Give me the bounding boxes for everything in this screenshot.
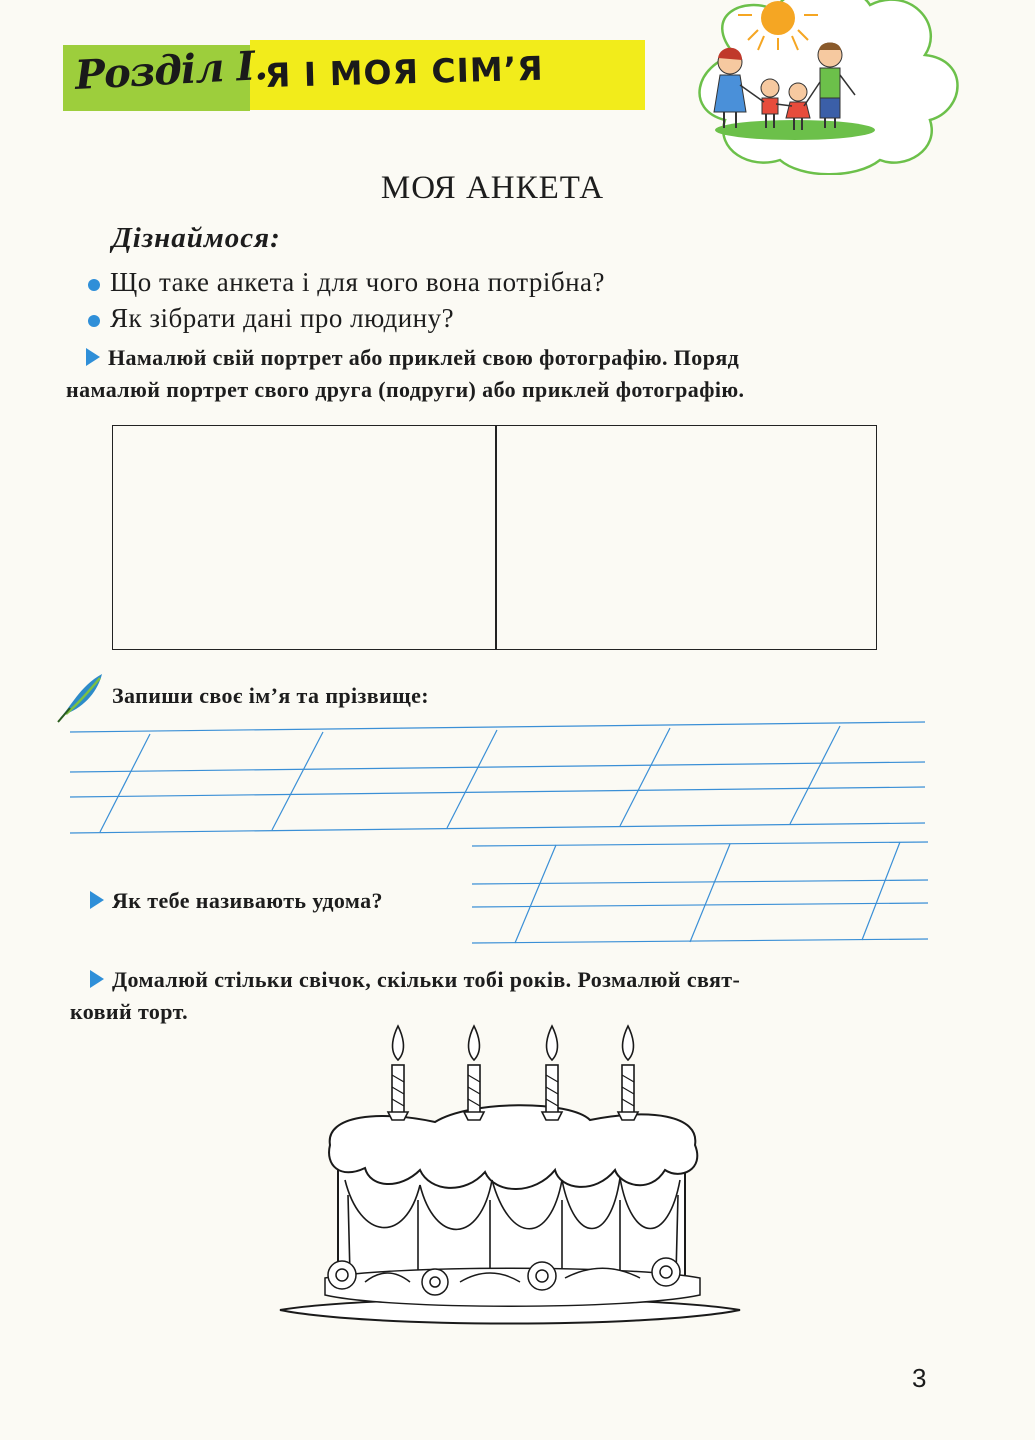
section-label: Розділ І. <box>73 41 269 99</box>
nickname-task: Як тебе називають удома? <box>90 885 383 917</box>
portrait-task-line1: Намалюй свій портрет або приклей свою фотографію. Поряд <box>86 342 739 374</box>
name-task: Запиши своє ім’я та прізвище: <box>112 683 430 708</box>
page-title: МОЯ АНКЕТА <box>380 170 605 206</box>
learn-bullet-1: Що таке анкета і для чого вона потрібна? <box>88 267 605 298</box>
cake-task-line2: ковий торт. <box>70 999 189 1024</box>
learn-bullet-2: Як зібрати дані про людину? <box>88 303 454 334</box>
cake-drawing[interactable] <box>270 1020 750 1340</box>
portrait-task-line2: намалюй портрет свого друга (подруги) або приклей фотографію. <box>66 377 745 402</box>
cake-task-line1: Домалюй стільки свічок, скільки тобі років. Розмалюй свят- <box>90 964 740 996</box>
arrow-icon <box>90 970 104 988</box>
learn-heading: Дізнаймося: <box>112 222 281 254</box>
page-number: 3 <box>912 1363 927 1393</box>
section-title: Я І МОЯ СІМ’Я <box>264 48 545 95</box>
